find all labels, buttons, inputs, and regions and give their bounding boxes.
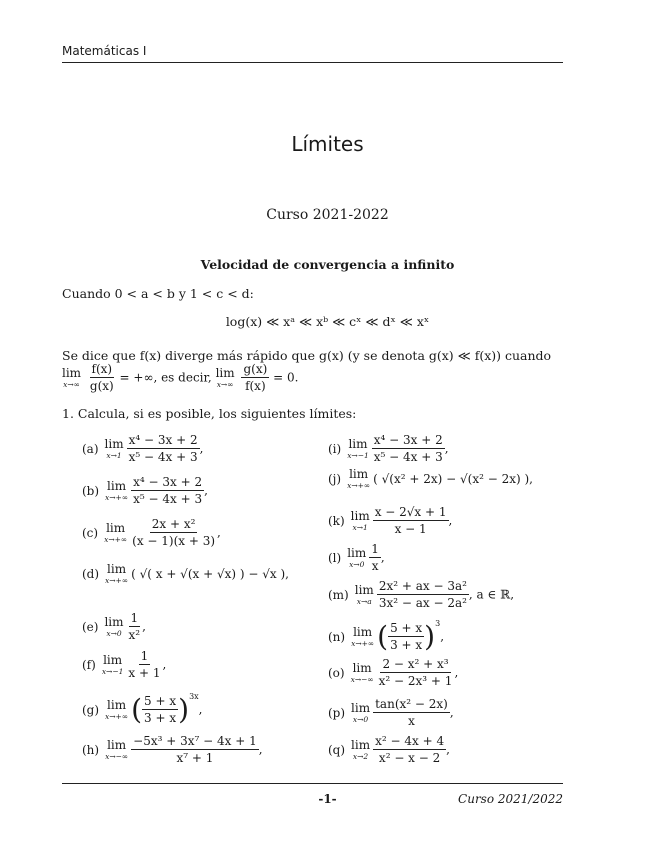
problem-item: (q) lim x→2 $\frac{\text{x² − 4x + 4}}{\text{x² − x − 2}}$ , <box>328 734 450 765</box>
fraction: $\frac{1}{x + 1}$ <box>128 649 161 680</box>
limit-operator: lim x→0 <box>104 614 124 638</box>
exponent: 3x <box>189 692 199 701</box>
problem-label: (g) <box>82 702 100 717</box>
problem-item: (f) lim x→−1 $\frac{1}{x + 1}$ , <box>82 649 167 680</box>
fraction: $\frac{\text{−5x³ + 3x⁷ − 4x + 1}}{\text{x⁷ + 1}}$ <box>133 734 257 765</box>
footer-course: Curso 2021/2022 <box>458 792 563 806</box>
problem-item: (e) lim x→0 $\frac{1}{\text{x²}}$ , <box>82 611 146 642</box>
limit-operator: lim x→∞ <box>62 365 82 389</box>
problem-label: (n) <box>328 629 346 644</box>
fraction: $\frac{1}{\text{x²}}$ <box>128 611 141 642</box>
problem-label: (q) <box>328 742 346 757</box>
fraction: $\frac{\text{x⁴ − 3x + 2}}{\text{x⁵ − 4x + 3}}$ <box>133 475 203 506</box>
limit-operator: lim x→0 <box>347 545 367 569</box>
problem-label: (f) <box>82 657 96 672</box>
limit-operator: lim x→+∞ <box>104 520 128 544</box>
problem-item: (n) lim x→+∞ ( $\frac{5 + x}{3 + x}$ )$^3$, <box>328 619 445 653</box>
problem-item: (h) lim x→−∞ $\frac{\text{−5x³ + 3x⁷ − 4x + 1}}{\text{x⁷ + 1}}$ , <box>82 734 263 765</box>
limit-operator: lim x→1 <box>350 508 370 532</box>
problem-label: (l) <box>328 550 342 565</box>
limit-operator: lim x→+∞ <box>105 697 129 721</box>
limit-operator: lim x→0 <box>351 700 371 724</box>
problem-item: (i) lim x→−1 $\frac{\text{x⁴ − 3x + 2}}{\text{x⁵ − 4x + 3}}$ , <box>328 433 449 464</box>
fraction: $\frac{\text{x⁴ − 3x + 2}}{\text{x⁵ − 4x + 3}}$ <box>128 433 198 464</box>
limit-operator: lim x→+∞ <box>347 467 371 490</box>
section-title: Velocidad de convergencia a infinito <box>200 257 455 272</box>
problem-label: (m) <box>328 587 349 602</box>
problem-item: (o) lim x→−∞ $\frac{\text{2 − x² + x³}}{\text{x² − 2x³ + 1}}$ , <box>328 657 459 688</box>
problem-label: (o) <box>328 665 345 680</box>
fraction: $\frac{5 + x}{3 + x}$ <box>390 621 423 652</box>
growth-hierarchy: log(x) ≪ xᵃ ≪ xᵇ ≪ cˣ ≪ dˣ ≪ xˣ <box>225 314 430 329</box>
problem-label: (k) <box>328 513 345 528</box>
limit-operator: lim x→−1 <box>101 652 124 676</box>
limit-operator: lim x→1 <box>104 436 124 460</box>
definition-line-1: Se dice que f(x) diverge más rápido que g(x) (y se denota g(x) ≪ f(x)) cuando <box>62 348 552 363</box>
fraction: $\frac{\text{2x² + ax − 3a²}}{\text{3x² − ax − 2a²}}$ <box>378 579 467 610</box>
problem-item: (j) lim x→+∞ ( √(x² + 2x) − √(x² − 2x) ), <box>328 467 533 490</box>
problem-label: (p) <box>328 705 346 720</box>
limit-expression: ( √(x² + 2x) − √(x² − 2x) ) <box>373 472 530 486</box>
page-title: Límites <box>291 132 364 156</box>
fraction: $\frac{5 + x}{3 + x}$ <box>144 694 177 725</box>
page-number: -1- <box>318 792 337 806</box>
problem-item: (a) lim x→1 $\frac{\text{x⁴ − 3x + 2}}{\text{x⁵ − 4x + 3}}$ , <box>82 433 204 464</box>
fraction: $\frac{\text{x⁴ − 3x + 2}}{\text{x⁵ − 4x + 3}}$ <box>373 433 443 464</box>
limit-operator: lim x→2 <box>351 737 371 761</box>
problem-label: (i) <box>328 441 342 456</box>
limit-operator: lim x→−∞ <box>105 737 129 761</box>
limit-operator: lim x→+∞ <box>105 562 129 585</box>
problem-item: (g) lim x→+∞ ( $\frac{5 + x}{3 + x}$ )$^{3x}$, <box>82 692 203 726</box>
fraction: $\frac{\text{2 − x² + x³}}{\text{x² − 2x³ + 1}}$ <box>378 657 453 688</box>
fraction: $\frac{g(x)}{f(x)}$ <box>243 362 268 393</box>
limit-operator: lim x→+∞ <box>351 624 375 648</box>
fraction: $\frac{1}{x}$ <box>371 542 379 573</box>
problem-item: (k) lim x→1 $\frac{x - 2√x + 1}{x - 1}$ , <box>328 505 453 536</box>
fraction: $\frac{x - 2√x + 1}{x - 1}$ <box>374 505 447 536</box>
condition-text: Cuando 0 < a < b y 1 < c < d: <box>62 286 254 301</box>
limit-operator: lim x→∞ <box>215 365 235 389</box>
problem-item: (m) lim x→a $\frac{\text{2x² + ax − 3a²}}{\text{3x² − ax − 2a²}}$ , a ∈ ℝ, <box>328 579 515 610</box>
problem-label: (j) <box>328 472 342 486</box>
fraction: $\frac{f(x)}{g(x)}$ <box>89 362 114 393</box>
problem-label: (e) <box>82 619 99 634</box>
problem-label: (h) <box>82 742 100 757</box>
limit-operator: lim x→−∞ <box>350 660 374 684</box>
fraction: $\frac{\text{x² − 4x + 4}}{\text{x² − x − 2}}$ <box>375 734 445 765</box>
definition-line-2: lim x→∞ $\frac{f(x)}{g(x)}$ = +∞, es decir, lim x→∞ $\frac{g(x)}{f(x)}$ = 0. <box>62 362 299 393</box>
limit-expression: ( √( x + √(x + √x) ) − √x ) <box>131 567 286 581</box>
problem-label: (a) <box>82 441 99 456</box>
footer-rule <box>62 783 563 784</box>
course-subtitle: Curso 2021-2022 <box>266 207 389 223</box>
header-subject: Matemáticas I <box>62 44 147 58</box>
problem-label: (d) <box>82 567 100 581</box>
problem-label: (b) <box>82 483 100 498</box>
problem-label: (c) <box>82 525 99 540</box>
exponent: 3 <box>435 619 441 628</box>
exercise-statement: 1. Calcula, si es posible, los siguientes límites: <box>62 406 357 421</box>
fraction: $\frac{\text{2x + x²}}{(x - 1)(x + 3)}$ <box>132 517 216 548</box>
problem-item: (b) lim x→+∞ $\frac{\text{x⁴ − 3x + 2}}{\text{x⁵ − 4x + 3}}$ , <box>82 475 208 506</box>
fraction: $\frac{\text{tan(x² − 2x)}}{x}$ <box>375 697 448 728</box>
problem-item: (l) lim x→0 $\frac{1}{x}$ , <box>328 542 385 573</box>
problem-item: (c) lim x→+∞ $\frac{\text{2x + x²}}{(x - 1)(x + 3)}$ , <box>82 517 221 548</box>
header-rule <box>62 62 563 63</box>
limit-operator: lim x→+∞ <box>105 478 129 502</box>
limit-operator: lim x→a <box>354 582 374 606</box>
problem-item: (d) lim x→+∞ ( √( x + √(x + √x) ) − √x ), <box>82 562 289 585</box>
problem-item: (p) lim x→0 $\frac{\text{tan(x² − 2x)}}{x}$ , <box>328 697 454 728</box>
limit-operator: lim x→−1 <box>347 436 369 460</box>
